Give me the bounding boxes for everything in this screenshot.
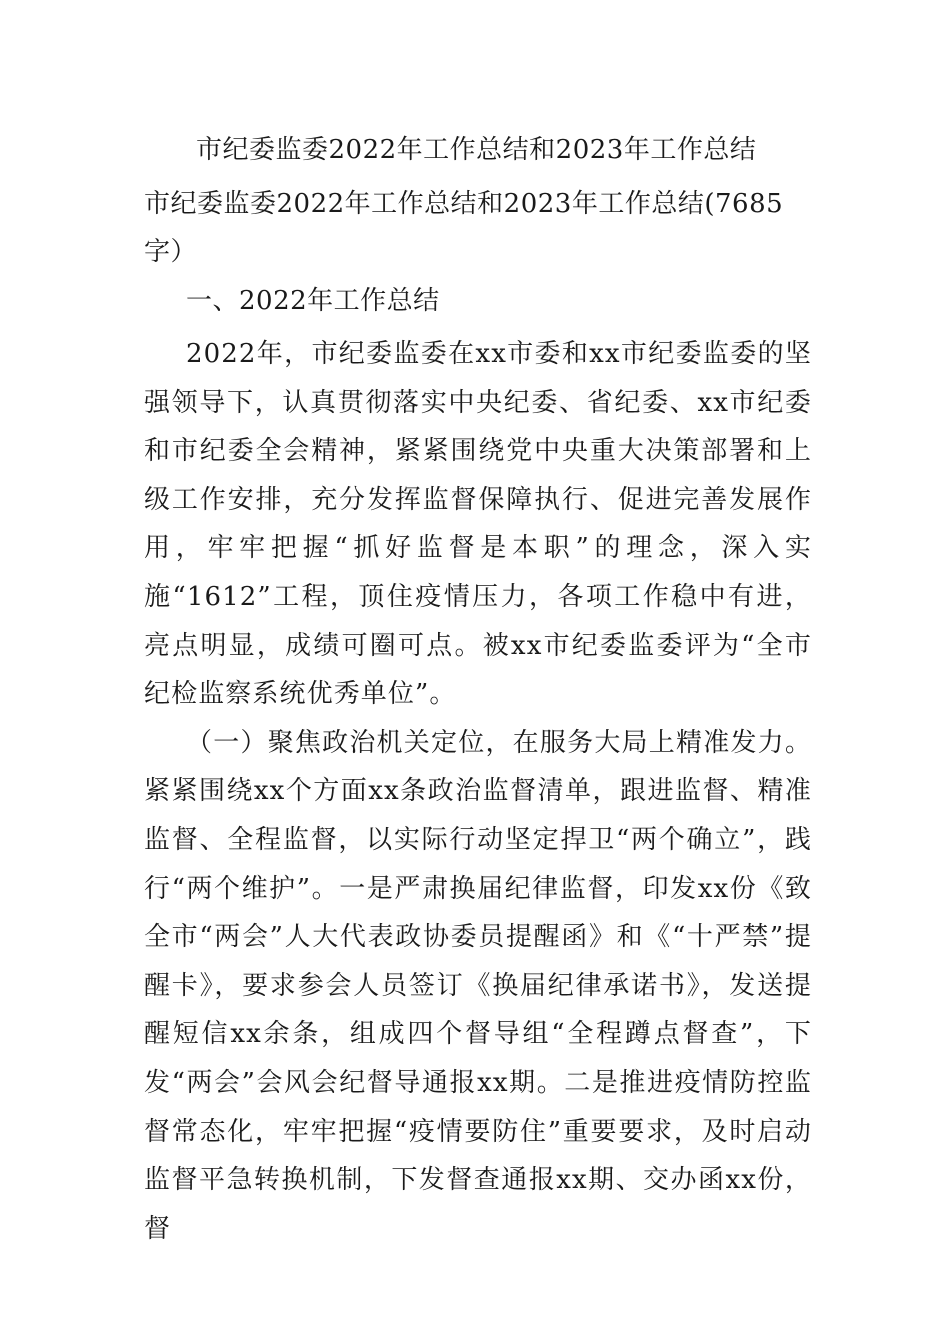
paragraph: （一）聚焦政治机关定位，在服务大局上精准发力。紧紧围绕xx个方面xx条政治监督清单，跟进监督、精准监督、全程监督，以实际行动坚定捍卫“两个确立”，践行“两个维护”。一是严肃换届纪律监督，印发xx份《致全市“两会”人大代表政协委员提醒函》和《“十严禁”提醒卡》，要求参会人员签订《换届纪律承诺书》，发送提醒短信xx余条，组成四个督导组“全程蹲点督查”，下发“两会”会风会纪督导通报xx期。二是推进疫情防控监督常态化，牢牢把握“疫情要防住”重要要求，及时启动监督平急转换机制，下发督查通报xx期、交办函xx份，督 — [144, 727, 812, 1244]
body-text — [144, 330, 812, 1253]
document-subtitle: 市纪委监委2022年工作总结和2023年工作总结(7685字） — [144, 189, 784, 267]
section-heading: 一、2022年工作总结 — [186, 286, 440, 316]
paragraph: 2022年，市纪委监委在xx市委和xx市纪委监委的坚强领导下，认真贯彻落实中央纪委、省纪委、xx市纪委和市纪委全会精神，紧紧围绕党中央重大决策部署和上级工作安排，充分发挥监督保障执行、促进完善发展作用，牢牢把握“抓好监督是本职”的理念，深入实施“1612”工程，顶住疫情压力，各项工作稳中有进，亮点明显，成绩可圈可点。被xx市纪委监委评为“全市纪检监察系统优秀单位”。 — [144, 339, 812, 710]
document-title: 市纪委监委2022年工作总结和2023年工作总结 — [196, 135, 757, 165]
